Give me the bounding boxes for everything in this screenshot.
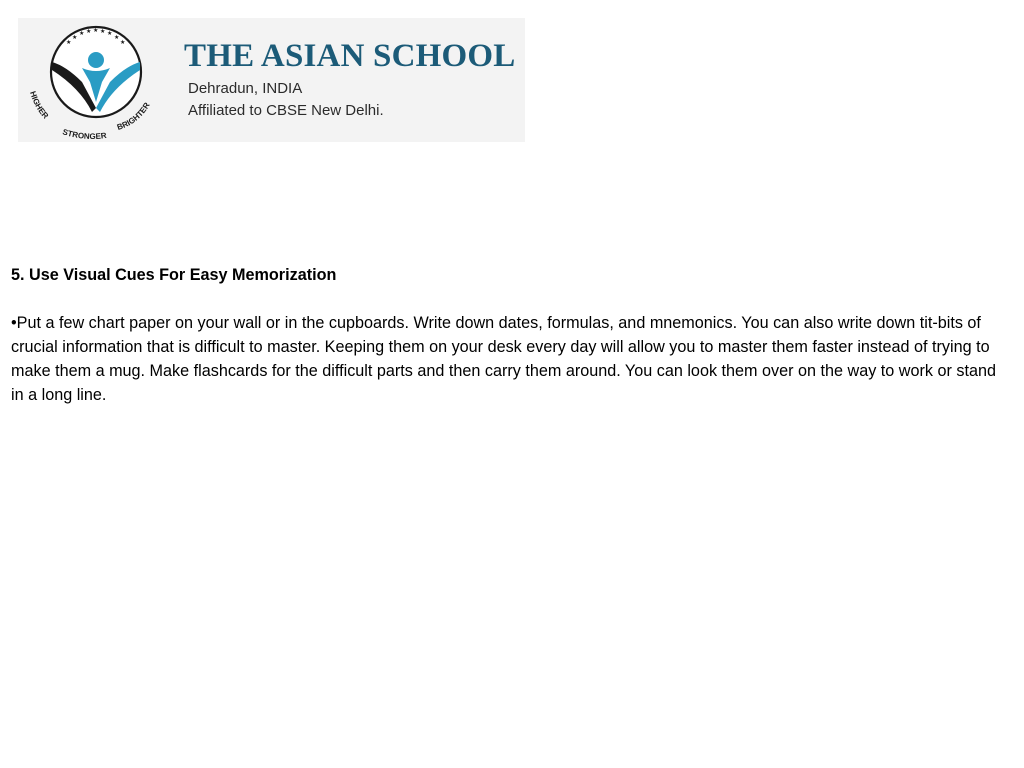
emblem-word-stronger: STRONGER	[61, 127, 108, 140]
school-name: THE ASIAN SCHOOL	[184, 38, 516, 74]
svg-text:★: ★	[72, 34, 78, 41]
svg-text:★: ★	[86, 28, 92, 35]
emblem-figure-head	[88, 52, 104, 68]
svg-text:★: ★	[93, 27, 99, 34]
slide-content	[11, 263, 1011, 407]
emblem-word-brighter: BRIGHTER	[115, 100, 152, 132]
school-emblem	[22, 22, 170, 140]
svg-text:★: ★	[114, 34, 120, 41]
bullet-paragraph: •Put a few chart paper on your wall or in the cupboards. Write down dates, formulas, and mnemonics. You can also write down tit-bits of crucial information that is difficult to master. Keeping them on your desk every day will allow you to master them faster instead of trying to make them a mug. Make flashcards for the difficult parts and then carry them around. You can look them over on the way to work or stand in a long line.	[11, 314, 996, 404]
school-location: Dehradun, INDIA	[188, 80, 303, 97]
school-logo-banner	[18, 18, 525, 142]
svg-text:★: ★	[100, 28, 106, 35]
svg-text:★: ★	[79, 30, 85, 37]
svg-text:★: ★	[107, 30, 113, 37]
section-heading: 5. Use Visual Cues For Easy Memorization	[11, 266, 337, 284]
svg-text:★: ★	[120, 39, 126, 46]
svg-text:★: ★	[66, 39, 72, 46]
emblem-word-higher: HIGHER	[28, 90, 51, 121]
school-affiliation: Affiliated to CBSE New Delhi.	[188, 102, 384, 119]
